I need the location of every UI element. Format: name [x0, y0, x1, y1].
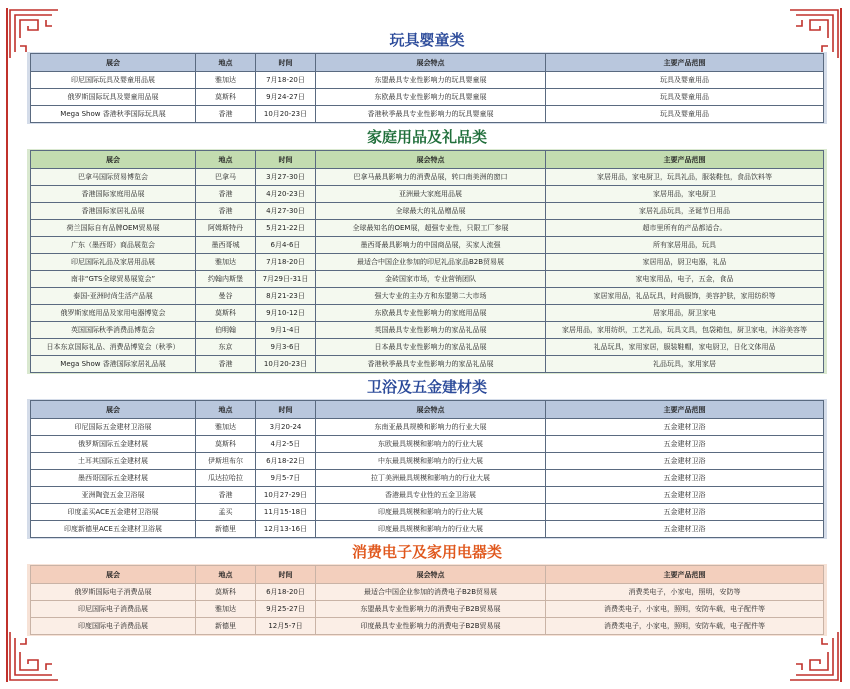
table-row	[31, 453, 824, 470]
cell-time: 9月24-27日	[256, 89, 316, 106]
table-row	[31, 305, 824, 322]
cell-location: 莫斯科	[196, 436, 256, 453]
cell-products: 五金建材卫浴	[546, 470, 824, 487]
cell-time: 9月5-7日	[256, 470, 316, 487]
table-row	[31, 487, 824, 504]
cell-features: 金砖国家市场，专业营销团队	[316, 271, 546, 288]
cell-location: 雅加达	[196, 254, 256, 271]
cell-time: 10月27-29日	[256, 487, 316, 504]
cell-location: 雅加达	[196, 601, 256, 618]
cell-features: 强大专业的主办方和东盟第二大市场	[316, 288, 546, 305]
cell-time: 10月20-23日	[256, 356, 316, 373]
section-title: 消费电子及家用电器类	[351, 543, 502, 561]
cell-location: 瓜达拉哈拉	[196, 470, 256, 487]
table-row	[31, 601, 824, 618]
cell-products: 家居礼品玩具，圣诞节日用品	[546, 203, 824, 220]
cell-location: 香港	[196, 186, 256, 203]
cell-name: 南非“GTS全球贸易展览会”	[31, 271, 196, 288]
column-header-time: 时间	[256, 566, 316, 584]
cell-products: 五金建材卫浴	[546, 521, 824, 538]
cell-location: 东京	[196, 339, 256, 356]
cell-products: 家居用品，家电厨卫	[546, 186, 824, 203]
cell-name: 印度新德里ACE五金建材卫浴展	[31, 521, 196, 538]
cell-features: 印度最具规模和影响力的行业大展	[316, 504, 546, 521]
cell-features: 墨西哥最具影响力的中国商品展，买家人流强	[316, 237, 546, 254]
table-row	[31, 470, 824, 487]
cell-location: 巴拿马	[196, 169, 256, 186]
exhibition-schedule	[27, 30, 827, 639]
cell-products: 五金建材卫浴	[546, 419, 824, 436]
cell-features: 最适合中国企业参加的印尼礼品家品B2B贸易展	[316, 254, 546, 271]
cell-features: 英国最具专业性影响力的家品礼品展	[316, 322, 546, 339]
cell-features: 日本最具专业性影响力的家品礼品展	[316, 339, 546, 356]
exhibition-table	[30, 400, 824, 538]
cell-products: 超市里所有的产品都适合。	[546, 220, 824, 237]
cell-products: 家电家用品，电子，五金，食品	[546, 271, 824, 288]
cell-name: 英国国际秋季消费品博览会	[31, 322, 196, 339]
table-row	[31, 169, 824, 186]
cell-name: 香港国际家庭用品展	[31, 186, 196, 203]
cell-time: 6月18-20日	[256, 584, 316, 601]
table-row	[31, 254, 824, 271]
table-header-row	[31, 151, 824, 169]
column-header-time: 时间	[256, 401, 316, 419]
section-hardware	[27, 377, 827, 539]
cell-time: 3月27-30日	[256, 169, 316, 186]
table-row	[31, 220, 824, 237]
cell-time: 9月3-6日	[256, 339, 316, 356]
cell-location: 雅加达	[196, 72, 256, 89]
table-row	[31, 288, 824, 305]
cell-time: 7月18-20日	[256, 72, 316, 89]
cell-time: 9月25-27日	[256, 601, 316, 618]
cell-name: 巴拿马国际贸易博览会	[31, 169, 196, 186]
cell-location: 墨西哥城	[196, 237, 256, 254]
cell-time: 6月4-6日	[256, 237, 316, 254]
cell-name: 印度孟买ACE五金建材卫浴展	[31, 504, 196, 521]
column-header-products: 主要产品范围	[546, 566, 824, 584]
cell-name: 香港国际家居礼品展	[31, 203, 196, 220]
cell-products: 消费类电子，小家电，照明，安防等	[546, 584, 824, 601]
exhibition-table	[30, 53, 824, 123]
cell-name: 墨西哥国际五金建材展	[31, 470, 196, 487]
cell-location: 约翰内斯堡	[196, 271, 256, 288]
cell-products: 居家用品，厨卫家电	[546, 305, 824, 322]
table-row	[31, 419, 824, 436]
cell-features: 巴拿马最具影响力的消费品展，转口南美洲的窗口	[316, 169, 546, 186]
cell-location: 莫斯科	[196, 305, 256, 322]
cell-features: 东南亚最具规模和影响力的行业大展	[316, 419, 546, 436]
column-header-features: 展会特点	[316, 566, 546, 584]
column-header-time: 时间	[256, 54, 316, 72]
cell-products: 家居用品，厨卫电器，礼品	[546, 254, 824, 271]
cell-products: 五金建材卫浴	[546, 487, 824, 504]
cell-time: 7月29日-31日	[256, 271, 316, 288]
cell-features: 东盟最具专业性影响力的消费电子B2B贸易展	[316, 601, 546, 618]
cell-products: 礼品玩具，家用家居，服装鞋帽，家电厨卫，日化文体用品	[546, 339, 824, 356]
cell-name: Mega Show 香港国际家居礼品展	[31, 356, 196, 373]
table-row	[31, 237, 824, 254]
column-header-location: 地点	[196, 566, 256, 584]
cell-products: 消费类电子，小家电，照明，安防车载，电子配件等	[546, 618, 824, 635]
table-row	[31, 521, 824, 538]
table-row	[31, 89, 824, 106]
cell-products: 家居用品，家用纺织，工艺礼品，玩具文具，包袋箱包，厨卫家电，沐浴美容等	[546, 322, 824, 339]
cell-name: 俄罗斯家庭用品及家用电器博览会	[31, 305, 196, 322]
cell-time: 12月5-7日	[256, 618, 316, 635]
section-title: 卫浴及五金建材类	[366, 378, 487, 396]
cell-location: 阿姆斯特丹	[196, 220, 256, 237]
column-header-name: 展会	[31, 54, 196, 72]
cell-products: 五金建材卫浴	[546, 504, 824, 521]
table-row	[31, 618, 824, 635]
cell-time: 10月20-23日	[256, 106, 316, 123]
cell-location: 新德里	[196, 618, 256, 635]
section-home-gifts	[27, 127, 827, 374]
table-row	[31, 271, 824, 288]
cell-features: 印度最具规模和影响力的行业大展	[316, 521, 546, 538]
cell-location: 香港	[196, 356, 256, 373]
cell-time: 9月10-12日	[256, 305, 316, 322]
cell-name: 印尼国际电子消费品展	[31, 601, 196, 618]
cell-features: 中东最具规模和影响力的行业大展	[316, 453, 546, 470]
cell-location: 香港	[196, 203, 256, 220]
cell-features: 东欧最具专业性影响力的玩具婴童展	[316, 89, 546, 106]
cell-features: 印度最具专业性影响力的消费电子B2B贸易展	[316, 618, 546, 635]
cell-time: 12月13-16日	[256, 521, 316, 538]
column-header-products: 主要产品范围	[546, 54, 824, 72]
cell-location: 莫斯科	[196, 584, 256, 601]
cell-features: 全球最大的礼品赠品展	[316, 203, 546, 220]
cell-time: 4月27-30日	[256, 203, 316, 220]
cell-products: 所有家居用品，玩具	[546, 237, 824, 254]
section-title: 玩具婴童类	[389, 31, 465, 49]
table-header-row	[31, 566, 824, 584]
cell-name: 俄罗斯国际玩具及婴童用品展	[31, 89, 196, 106]
cell-time: 5月21-22日	[256, 220, 316, 237]
cell-time: 11月15-18日	[256, 504, 316, 521]
section-toys	[27, 30, 827, 124]
cell-name: 泰国-亚洲时尚生活产品展	[31, 288, 196, 305]
cell-features: 东欧最具专业性影响力的家庭用品展	[316, 305, 546, 322]
column-header-features: 展会特点	[316, 401, 546, 419]
cell-time: 9月1-4日	[256, 322, 316, 339]
cell-time: 4月20-23日	[256, 186, 316, 203]
column-header-products: 主要产品范围	[546, 151, 824, 169]
column-header-name: 展会	[31, 151, 196, 169]
cell-features: 亚洲最大家庭用品展	[316, 186, 546, 203]
section-title: 家庭用品及礼品类	[366, 128, 487, 146]
cell-products: 玩具及婴童用品	[546, 106, 824, 123]
cell-products: 玩具及婴童用品	[546, 72, 824, 89]
cell-location: 香港	[196, 487, 256, 504]
cell-products: 五金建材卫浴	[546, 436, 824, 453]
cell-features: 香港最具专业性的五金卫浴展	[316, 487, 546, 504]
cell-location: 伯明翰	[196, 322, 256, 339]
cell-time: 6月18-22日	[256, 453, 316, 470]
cell-name: Mega Show 香港秋季国际玩具展	[31, 106, 196, 123]
column-header-name: 展会	[31, 401, 196, 419]
cell-features: 香港秋季最具专业性影响力的玩具婴童展	[316, 106, 546, 123]
cell-products: 消费类电子，小家电，照明，安防车载，电子配件等	[546, 601, 824, 618]
table-row	[31, 504, 824, 521]
cell-name: 印尼国际礼品及家居用品展	[31, 254, 196, 271]
table-header-row	[31, 54, 824, 72]
table-row	[31, 356, 824, 373]
cell-features: 香港秋季最具专业性影响力的家品礼品展	[316, 356, 546, 373]
cell-name: 日本东京国际礼品、消费品博览会（秋季）	[31, 339, 196, 356]
table-row	[31, 203, 824, 220]
cell-name: 印度国际电子消费品展	[31, 618, 196, 635]
column-header-products: 主要产品范围	[546, 401, 824, 419]
cell-name: 印尼国际玩具及婴童用品展	[31, 72, 196, 89]
table-row	[31, 106, 824, 123]
cell-location: 雅加达	[196, 419, 256, 436]
cell-products: 玩具及婴童用品	[546, 89, 824, 106]
exhibition-table	[30, 150, 824, 373]
table-row	[31, 322, 824, 339]
cell-time: 4月2-5日	[256, 436, 316, 453]
column-header-location: 地点	[196, 401, 256, 419]
cell-features: 东盟最具专业性影响力的玩具婴童展	[316, 72, 546, 89]
cell-location: 伊斯坦布尔	[196, 453, 256, 470]
cell-name: 俄罗斯国际五金建材展	[31, 436, 196, 453]
column-header-location: 地点	[196, 54, 256, 72]
cell-location: 新德里	[196, 521, 256, 538]
cell-products: 家居家用品，礼品玩具，时尚服饰，美容护肤，家用纺织等	[546, 288, 824, 305]
column-header-time: 时间	[256, 151, 316, 169]
cell-features: 全球最知名的OEM展，超强专业性，只限工厂参展	[316, 220, 546, 237]
column-header-location: 地点	[196, 151, 256, 169]
table-row	[31, 436, 824, 453]
table-row	[31, 584, 824, 601]
cell-location: 曼谷	[196, 288, 256, 305]
cell-name: 荷兰国际自有品牌OEM贸易展	[31, 220, 196, 237]
column-header-features: 展会特点	[316, 54, 546, 72]
table-header-row	[31, 401, 824, 419]
cell-name: 土耳其国际五金建材展	[31, 453, 196, 470]
cell-products: 五金建材卫浴	[546, 453, 824, 470]
cell-features: 最适合中国企业参加的消费电子B2B贸易展	[316, 584, 546, 601]
table-row	[31, 339, 824, 356]
cell-name: 俄罗斯国际电子消费品展	[31, 584, 196, 601]
cell-time: 8月21-23日	[256, 288, 316, 305]
cell-location: 孟买	[196, 504, 256, 521]
cell-name: 广东（墨西哥）商品展览会	[31, 237, 196, 254]
cell-features: 东欧最具规模和影响力的行业大展	[316, 436, 546, 453]
column-header-name: 展会	[31, 566, 196, 584]
table-row	[31, 186, 824, 203]
cell-location: 莫斯科	[196, 89, 256, 106]
section-electronics	[27, 542, 827, 636]
cell-products: 礼品玩具，家用家居	[546, 356, 824, 373]
cell-name: 印尼国际五金建材卫浴展	[31, 419, 196, 436]
cell-features: 拉丁美洲最具规模和影响力的行业大展	[316, 470, 546, 487]
cell-location: 香港	[196, 106, 256, 123]
cell-time: 7月18-20日	[256, 254, 316, 271]
cell-name: 亚洲陶瓷五金卫浴展	[31, 487, 196, 504]
cell-products: 家居用品，家电厨卫，玩具礼品，服装鞋包，食品饮料等	[546, 169, 824, 186]
exhibition-table	[30, 565, 824, 635]
column-header-features: 展会特点	[316, 151, 546, 169]
cell-time: 3月20-24	[256, 419, 316, 436]
table-row	[31, 72, 824, 89]
